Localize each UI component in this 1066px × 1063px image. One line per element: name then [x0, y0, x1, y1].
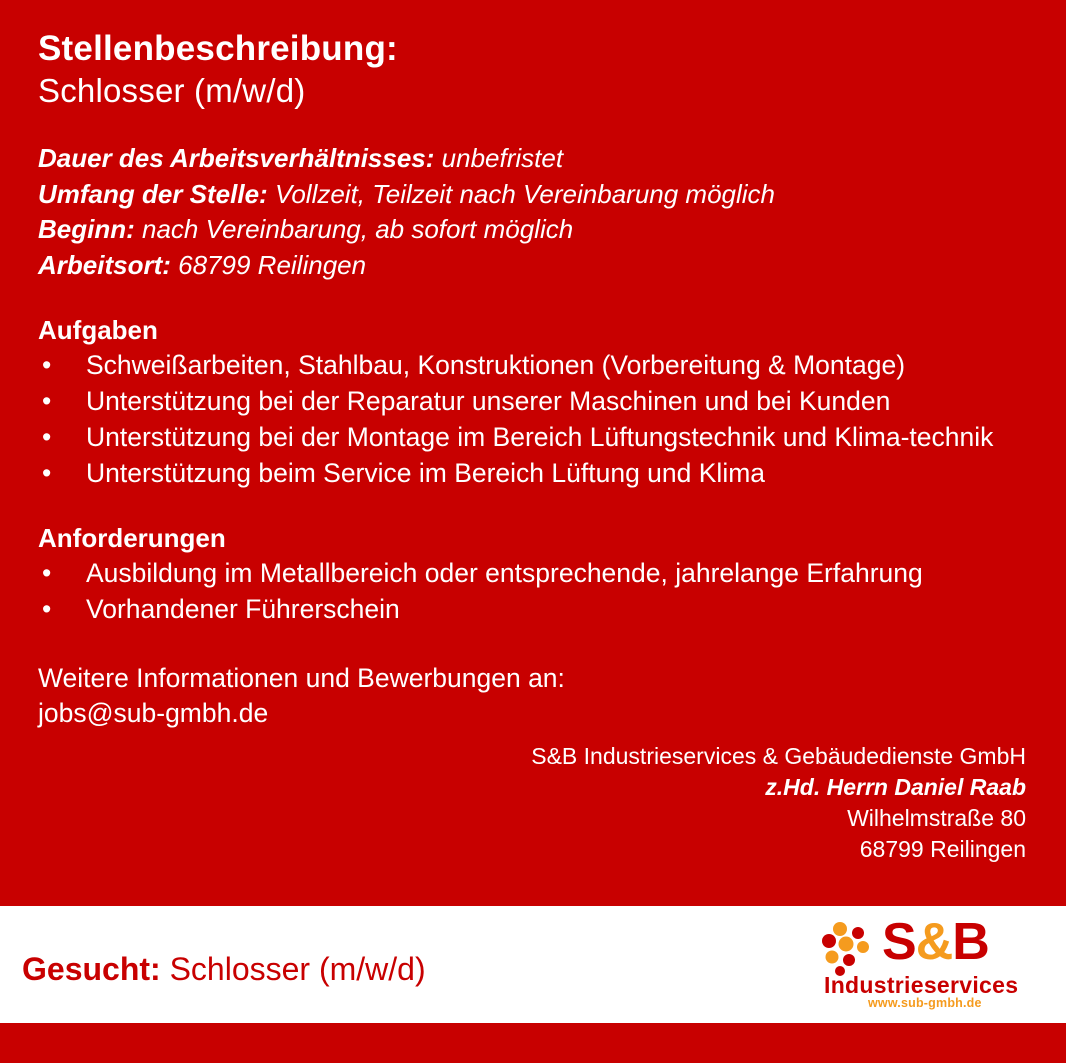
requirements-heading: Anforderungen	[38, 523, 226, 554]
list-item	[38, 384, 1028, 419]
job-meta-list	[38, 141, 1028, 283]
meta-label-start: Beginn:	[38, 214, 135, 245]
bullet-icon: •	[42, 350, 52, 381]
list-item	[38, 456, 1028, 491]
list-item-label: Unterstützung beim Service im Bereich Lüftung und Klima	[86, 458, 766, 489]
address-street: Wilhelmstraße 80	[847, 804, 1026, 831]
contact-email-link[interactable]: jobs@sub-gmbh.de	[38, 698, 269, 729]
address-city: 68799 Reilingen	[859, 835, 1026, 862]
job-title-block	[38, 28, 1028, 111]
meta-label-scope: Umfang der Stelle:	[38, 178, 268, 209]
list-item	[38, 592, 1028, 627]
wanted-role: Schlosser (m/w/d)	[169, 951, 426, 987]
requirements-list	[38, 556, 1028, 627]
meta-value-duration: unbefristet	[441, 142, 564, 173]
list-item-label: Unterstützung bei der Reparatur unserer Maschinen und bei Kunden	[86, 386, 891, 417]
logo-wordmark	[882, 913, 989, 971]
logo-letter-b: B	[952, 913, 989, 971]
logo-tagline: Industrieservices	[824, 972, 1019, 998]
tasks-list	[38, 348, 1028, 491]
tasks-heading: Aufgaben	[38, 315, 158, 346]
bullet-icon: •	[42, 386, 52, 417]
list-item-label: Vorhandener Führerschein	[86, 594, 400, 625]
list-item-label: Unterstützung bei der Montage im Bereich Lüftungstechnik und Klima-technik	[86, 422, 994, 453]
meta-value-location: 68799 Reilingen	[178, 249, 367, 280]
page-title: Stellenbeschreibung:	[38, 29, 398, 68]
meta-row-duration	[38, 141, 1028, 177]
logo-letter-s: S	[882, 913, 916, 971]
company-address-block	[38, 741, 1028, 864]
list-item	[38, 556, 1028, 591]
job-role-title: Schlosser (m/w/d)	[38, 71, 306, 109]
bullet-icon: •	[42, 458, 52, 489]
logo-website: www.sub-gmbh.de	[868, 996, 982, 1010]
company-logo	[820, 913, 1040, 1012]
list-item	[38, 420, 1028, 455]
wanted-banner	[22, 951, 426, 988]
logo-ampersand: &	[915, 913, 953, 971]
address-company: S&B Industrieservices & Gebäudedienste GmbH	[531, 743, 1026, 770]
bottom-accent-strip	[0, 1023, 1066, 1063]
address-attention: z.Hd. Herrn Daniel Raab	[765, 773, 1026, 800]
meta-value-start: nach Vereinbarung, ab sofort möglich	[142, 214, 574, 245]
bullet-icon: •	[42, 558, 52, 589]
contact-intro-text: Weitere Informationen und Bewerbungen an:	[38, 663, 565, 694]
footer-bar	[0, 906, 1066, 1023]
bullet-icon: •	[42, 594, 52, 625]
meta-label-location: Arbeitsort:	[38, 249, 171, 280]
meta-row-start	[38, 212, 1028, 248]
meta-row-scope	[38, 177, 1028, 213]
list-item-label: Schweißarbeiten, Stahlbau, Konstruktionen (Vorbereitung & Montage)	[86, 350, 906, 381]
bullet-icon: •	[42, 422, 52, 453]
meta-value-scope: Vollzeit, Teilzeit nach Vereinbarung möglich	[274, 178, 776, 209]
meta-label-duration: Dauer des Arbeitsverhältnisses:	[38, 142, 435, 173]
list-item	[38, 348, 1028, 383]
meta-row-location	[38, 248, 1028, 284]
list-item-label: Ausbildung im Metallbereich oder entsprechende, jahrelange Erfahrung	[86, 558, 923, 589]
wanted-label: Gesucht:	[22, 951, 161, 987]
logo-dots-icon	[820, 922, 884, 976]
